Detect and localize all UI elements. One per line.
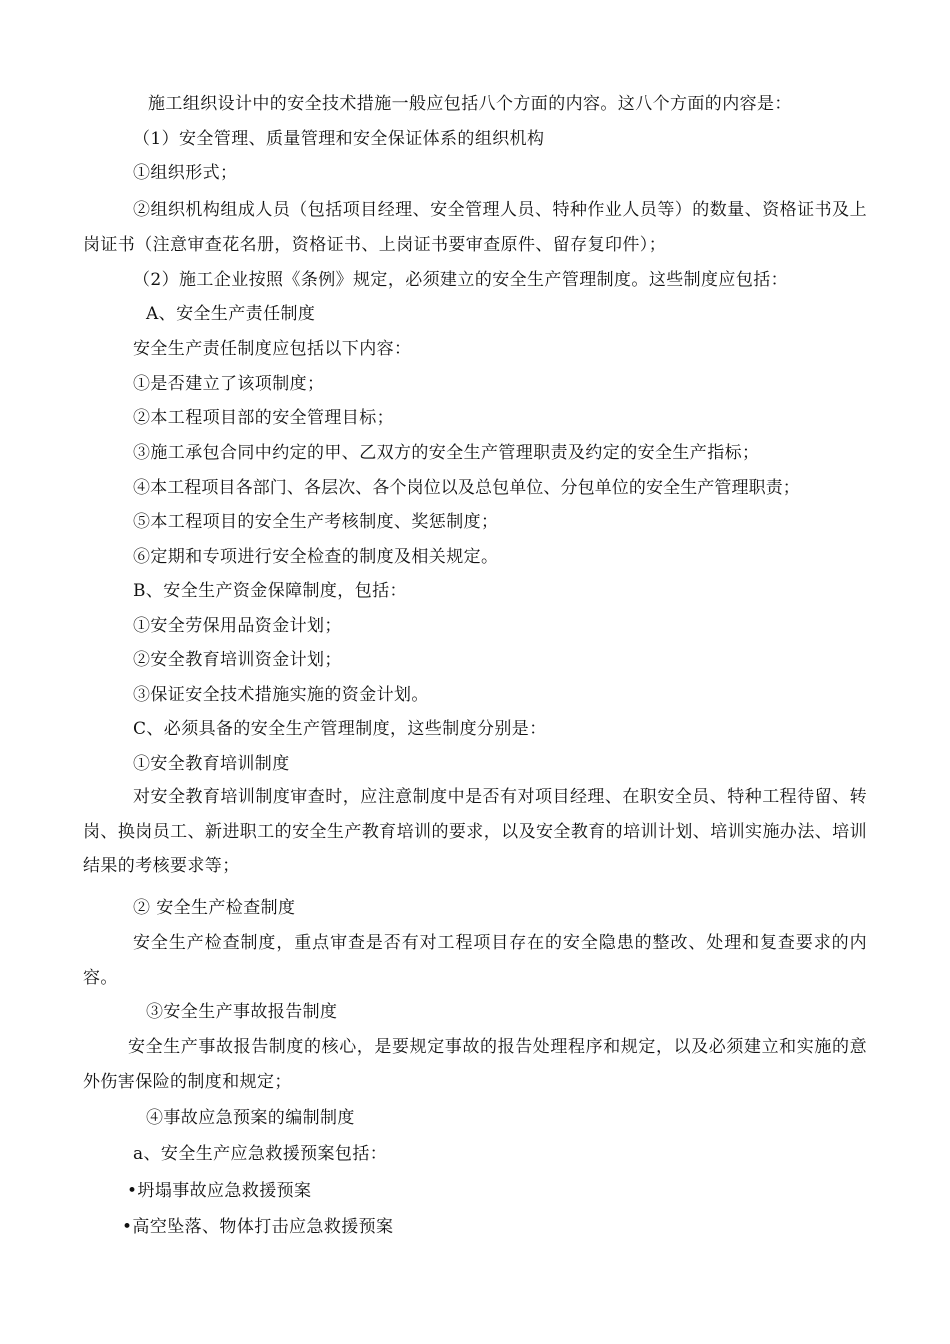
list-item: ④事故应急预案的编制制度	[146, 1108, 355, 1128]
list-item: ③保证安全技术措施实施的资金计划。	[133, 685, 429, 705]
list-item: ②本工程项目部的安全管理目标；	[133, 408, 394, 428]
list-item: ④本工程项目各部门、各层次、各个岗位以及总包单位、分包单位的安全生产管理职责；	[133, 478, 800, 498]
list-item: ③施工承包合同中约定的甲、乙双方的安全生产管理职责及约定的安全生产指标；	[133, 443, 760, 463]
subsection-b-heading: B、安全生产资金保障制度，包括：	[133, 581, 407, 601]
paragraph-personnel: ②组织机构组成人员（包括项目经理、安全管理人员、特种作业人员等）的数量、资格证书及上岗证书（注意审查花名册，资格证书、上岗证书要审查原件、留存复印件）；	[83, 200, 867, 255]
list-item: ①组织形式；	[133, 163, 238, 183]
section-2-heading: （2）施工企业按照《条例》规定，必须建立的安全生产管理制度。这些制度应包括：	[133, 270, 789, 290]
subsection-c-heading: C、必须具备的安全生产管理制度，这些制度分别是：	[133, 719, 547, 739]
list-item: ② 安全生产检查制度	[133, 898, 296, 918]
section-1-heading: （1）安全管理、质量管理和安全保证体系的组织机构	[133, 129, 545, 149]
list-item: ③安全生产事故报告制度	[146, 1002, 338, 1022]
list-item: ①是否建立了该项制度；	[133, 374, 325, 394]
intro-paragraph: 施工组织设计中的安全技术措施一般应包括八个方面的内容。这八个方面的内容是：	[148, 94, 792, 114]
list-item: a、安全生产应急救援预案包括：	[133, 1144, 388, 1164]
bullet-item: •坍塌事故应急救援预案	[127, 1181, 312, 1201]
list-item: ②安全教育培训资金计划；	[133, 650, 342, 670]
list-item: ⑤本工程项目的安全生产考核制度、奖惩制度；	[133, 512, 499, 532]
paragraph-accident-report: 安全生产事故报告制度的核心，是要规定事故的报告处理程序和规定，以及必须建立和实施的意外伤害保险的制度和规定；	[83, 1037, 867, 1092]
subsection-a-heading: A、安全生产责任制度	[146, 304, 316, 324]
paragraph-inspection: 安全生产检查制度，重点审查是否有对工程项目存在的安全隐患的整改、处理和复查要求的内容。	[83, 933, 867, 988]
paragraph-text: 安全生产责任制度应包括以下内容：	[133, 339, 412, 359]
paragraph-education: 对安全教育培训制度审查时，应注意制度中是否有对项目经理、在职安全员、特种工程待留、转岗、换岗员工、新进职工的安全生产教育培训的要求，以及安全教育的培训计划、培训实施办法、培训结果的考核要求等；	[83, 787, 867, 876]
list-item: ①安全教育培训制度	[133, 754, 290, 774]
list-item: ①安全劳保用品资金计划；	[133, 616, 342, 636]
bullet-item: •高空坠落、物体打击应急救援预案	[122, 1217, 394, 1237]
list-item: ⑥定期和专项进行安全检查的制度及相关规定。	[133, 547, 499, 567]
